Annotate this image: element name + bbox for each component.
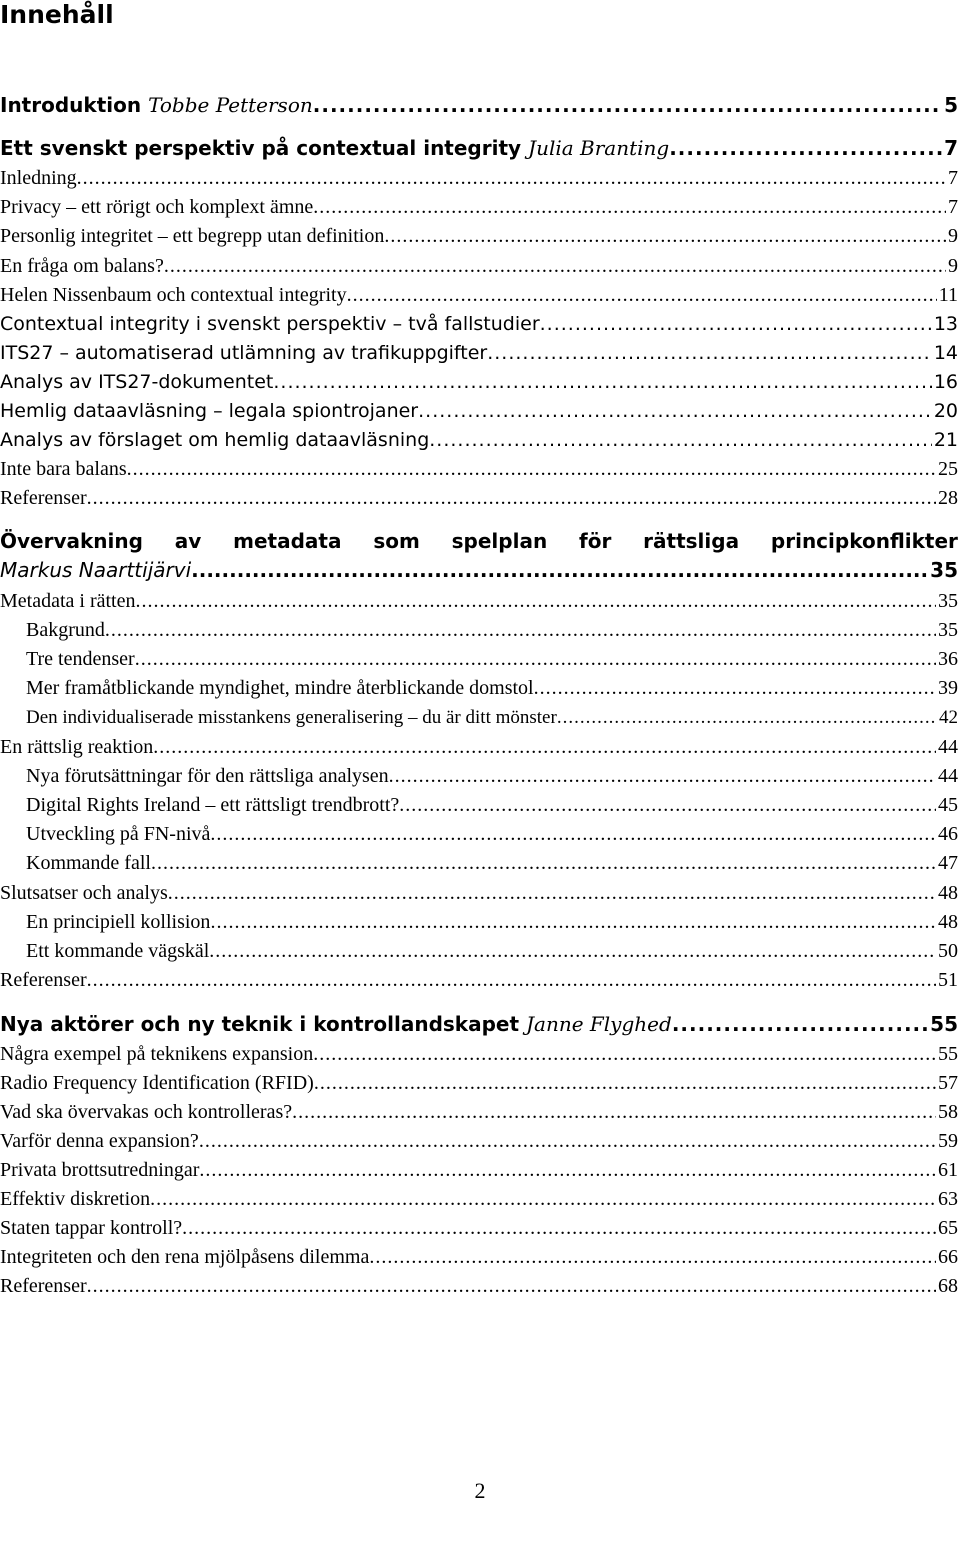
toc-chapter-introduktion[interactable] bbox=[0, 91, 958, 119]
page-ref: 20 bbox=[933, 400, 958, 422]
dot-leader bbox=[273, 368, 931, 396]
toc-entry[interactable] bbox=[26, 645, 958, 673]
dot-leader bbox=[199, 1156, 936, 1184]
entry-title: Digital Rights Ireland – ett rättsligt trendbrott? bbox=[26, 794, 400, 816]
page-ref: 48 bbox=[938, 882, 958, 904]
toc-chapter-overvakning-metadata[interactable] bbox=[0, 527, 958, 585]
toc-entry[interactable] bbox=[0, 1185, 958, 1213]
toc-entry[interactable] bbox=[0, 281, 958, 309]
page-ref: 57 bbox=[938, 1072, 958, 1094]
page-ref: 44 bbox=[938, 765, 958, 787]
page-ref: 61 bbox=[938, 1159, 958, 1181]
page-ref: 55 bbox=[938, 1043, 958, 1065]
page-ref: 11 bbox=[938, 284, 958, 306]
page-ref: 16 bbox=[933, 371, 958, 393]
toc-entry[interactable] bbox=[0, 310, 958, 338]
dot-leader bbox=[418, 397, 932, 425]
toc-entry[interactable] bbox=[26, 616, 958, 644]
dot-leader bbox=[210, 908, 936, 936]
page-ref: 48 bbox=[938, 911, 958, 933]
dot-leader bbox=[313, 91, 942, 119]
page-ref: 28 bbox=[938, 487, 958, 509]
page-ref: 39 bbox=[938, 677, 958, 699]
toc-entry[interactable] bbox=[0, 455, 958, 483]
entry-title: Analys av förslaget om hemlig dataavläsning bbox=[0, 429, 430, 451]
page-ref: 58 bbox=[938, 1101, 958, 1123]
entry-title: Inte bara balans bbox=[0, 458, 127, 480]
dot-leader bbox=[313, 193, 946, 221]
entry-title: Effektiv diskretion bbox=[0, 1188, 151, 1210]
dot-leader bbox=[87, 966, 936, 994]
toc-entry[interactable] bbox=[0, 1243, 958, 1271]
dot-leader bbox=[87, 484, 936, 512]
page-ref: 35 bbox=[938, 619, 958, 641]
page-ref: 51 bbox=[938, 969, 958, 991]
entry-title: Metadata i rätten bbox=[0, 590, 136, 612]
dot-leader bbox=[389, 762, 936, 790]
dot-leader bbox=[384, 222, 946, 250]
entry-title: Integriteten och den rena mjölpåsens dilemma bbox=[0, 1246, 370, 1268]
dot-leader bbox=[557, 704, 937, 732]
dot-leader bbox=[136, 587, 937, 615]
toc-entry[interactable] bbox=[0, 368, 958, 396]
entry-title: Kommande fall bbox=[26, 852, 151, 874]
dot-leader bbox=[210, 820, 936, 848]
toc-entry[interactable] bbox=[0, 397, 958, 425]
entry-title: Analys av ITS27-dokumentet bbox=[0, 371, 274, 393]
page-ref: 68 bbox=[938, 1275, 958, 1297]
entry-title: En fråga om balans? bbox=[0, 255, 164, 277]
dot-leader bbox=[191, 556, 930, 585]
toc-entry[interactable] bbox=[0, 1127, 958, 1155]
toc-entry[interactable] bbox=[0, 1040, 958, 1068]
chapter-author: Janne Flyghed bbox=[526, 1012, 672, 1036]
entry-title: Slutsatser och analys bbox=[0, 882, 168, 904]
page-ref: 65 bbox=[938, 1217, 958, 1239]
chapter-title: Övervakning av metadata som spelplan för rättsliga principkonflikter bbox=[0, 529, 958, 553]
dot-leader bbox=[209, 937, 936, 965]
dot-leader bbox=[369, 1243, 936, 1271]
page-ref: 5 bbox=[944, 93, 958, 117]
entry-title: Den individualiserade misstankens generalisering – du är ditt mönster bbox=[26, 707, 557, 728]
toc-entry[interactable] bbox=[26, 704, 958, 732]
toc-entry[interactable] bbox=[0, 1156, 958, 1184]
toc-entry[interactable] bbox=[0, 426, 958, 454]
entry-title: Helen Nissenbaum och contextual integrity bbox=[0, 284, 347, 306]
page-ref: 63 bbox=[938, 1188, 958, 1210]
page-ref: 7 bbox=[948, 196, 958, 218]
page-ref: 50 bbox=[938, 940, 958, 962]
page-ref: 21 bbox=[933, 429, 958, 451]
dot-leader bbox=[127, 455, 936, 483]
dot-leader bbox=[150, 1185, 936, 1213]
dot-leader bbox=[168, 879, 936, 907]
entry-title: En rättslig reaktion bbox=[0, 736, 154, 758]
dot-leader bbox=[534, 674, 936, 702]
dot-leader bbox=[77, 164, 946, 192]
toc-entry[interactable] bbox=[26, 674, 958, 702]
dot-leader bbox=[105, 616, 936, 644]
entry-title: Inledning bbox=[0, 167, 77, 189]
entry-title: Mer framåtblickande myndighet, mindre återblickande domstol bbox=[26, 677, 534, 699]
page-ref: 35 bbox=[930, 558, 958, 582]
toc-entry[interactable] bbox=[0, 966, 958, 994]
entry-title: Nya förutsättningar för den rättsliga analysen bbox=[26, 765, 389, 787]
dot-leader bbox=[313, 1040, 936, 1068]
toc-entry[interactable] bbox=[0, 879, 958, 907]
dot-leader bbox=[487, 339, 932, 367]
dot-leader bbox=[164, 252, 946, 280]
page-ref: 59 bbox=[938, 1130, 958, 1152]
dot-leader bbox=[540, 310, 932, 338]
page-ref: 9 bbox=[948, 255, 958, 277]
entry-title: Bakgrund bbox=[26, 619, 105, 641]
toc-entry[interactable] bbox=[0, 1272, 958, 1300]
page-ref: 42 bbox=[939, 707, 958, 728]
dot-leader bbox=[182, 1214, 936, 1242]
toc-entry[interactable] bbox=[0, 164, 958, 192]
entry-title: Staten tappar kontroll? bbox=[0, 1217, 183, 1239]
toc-entry[interactable] bbox=[26, 820, 958, 848]
toc-entry[interactable] bbox=[26, 762, 958, 790]
page-number: 2 bbox=[474, 1478, 486, 1503]
toc-entry[interactable] bbox=[26, 791, 958, 819]
page-ref: 9 bbox=[948, 225, 958, 247]
page-ref: 47 bbox=[938, 852, 958, 874]
dot-leader bbox=[314, 1069, 936, 1097]
toc-entry[interactable] bbox=[0, 1214, 958, 1242]
entry-title: Referenser bbox=[0, 487, 87, 509]
entry-title: Contextual integrity i svenskt perspektiv – två fallstudier bbox=[0, 313, 540, 335]
dot-leader bbox=[399, 791, 936, 819]
page-ref: 7 bbox=[944, 136, 958, 160]
toc-entry[interactable] bbox=[0, 484, 958, 512]
page-title: Innehåll bbox=[0, 0, 114, 29]
entry-title: Referenser bbox=[0, 1275, 87, 1297]
dot-leader bbox=[669, 134, 942, 162]
entry-title: Varför denna expansion? bbox=[0, 1130, 199, 1152]
toc-entry[interactable] bbox=[0, 587, 958, 615]
page-ref: 7 bbox=[948, 167, 958, 189]
dot-leader bbox=[672, 1010, 928, 1038]
dot-leader bbox=[199, 1127, 936, 1155]
dot-leader bbox=[87, 1272, 936, 1300]
toc-entry[interactable] bbox=[26, 849, 958, 877]
entry-title: Privacy – ett rörigt och komplext ämne bbox=[0, 196, 314, 218]
page-ref: 44 bbox=[938, 736, 958, 758]
dot-leader bbox=[153, 733, 936, 761]
page-ref: 45 bbox=[938, 794, 958, 816]
toc-chapter-nya-aktorer[interactable] bbox=[0, 1010, 958, 1038]
toc-chapter-contextual-integrity[interactable] bbox=[0, 134, 958, 162]
toc-entry[interactable] bbox=[0, 1069, 958, 1097]
chapter-author: Julia Branting bbox=[528, 136, 670, 160]
entry-title: Radio Frequency Identification (RFID) bbox=[0, 1072, 314, 1094]
toc-entry[interactable] bbox=[0, 193, 958, 221]
toc-entry[interactable] bbox=[26, 908, 958, 936]
toc-entry[interactable] bbox=[0, 252, 958, 280]
dot-leader bbox=[135, 645, 936, 673]
chapter-author: Markus Naarttijärvi bbox=[0, 558, 192, 582]
dot-leader bbox=[292, 1098, 936, 1126]
page-ref: 13 bbox=[933, 313, 958, 335]
page-ref: 25 bbox=[938, 458, 958, 480]
toc-entry[interactable] bbox=[0, 339, 958, 367]
entry-title: Utveckling på FN-nivå bbox=[26, 823, 211, 845]
chapter-title: Ett svenskt perspektiv på contextual integrity bbox=[0, 136, 522, 160]
toc-entry[interactable] bbox=[26, 937, 958, 965]
page-ref: 14 bbox=[933, 342, 958, 364]
chapter-title: Introduktion bbox=[0, 93, 142, 117]
page-ref: 55 bbox=[930, 1012, 958, 1036]
chapter-author: Tobbe Petterson bbox=[148, 93, 313, 117]
page-ref: 35 bbox=[938, 590, 958, 612]
entry-title: Ett kommande vägskäl bbox=[26, 940, 210, 962]
page-ref: 46 bbox=[938, 823, 958, 845]
entry-title: Tre tendenser bbox=[26, 648, 135, 670]
entry-title: Några exempel på teknikens expansion bbox=[0, 1043, 314, 1065]
entry-title: Hemlig dataavläsning – legala spiontrojaner bbox=[0, 400, 419, 422]
dot-leader bbox=[347, 281, 937, 309]
toc-entry[interactable] bbox=[0, 1098, 958, 1126]
entry-title: Vad ska övervakas och kontrolleras? bbox=[0, 1101, 293, 1123]
dot-leader bbox=[429, 426, 932, 454]
entry-title: En principiell kollision bbox=[26, 911, 211, 933]
entry-title: Referenser bbox=[0, 969, 87, 991]
toc-entry[interactable] bbox=[0, 733, 958, 761]
dot-leader bbox=[151, 849, 936, 877]
entry-title: ITS27 – automatiserad utlämning av trafikuppgifter bbox=[0, 342, 488, 364]
entry-title: Personlig integritet – ett begrepp utan definition bbox=[0, 225, 385, 247]
entry-title: Privata brottsutredningar bbox=[0, 1159, 200, 1181]
chapter-title: Nya aktörer och ny teknik i kontrollandskapet bbox=[0, 1012, 520, 1036]
page-ref: 36 bbox=[938, 648, 958, 670]
toc-entry[interactable] bbox=[0, 222, 958, 250]
page-ref: 66 bbox=[938, 1246, 958, 1268]
